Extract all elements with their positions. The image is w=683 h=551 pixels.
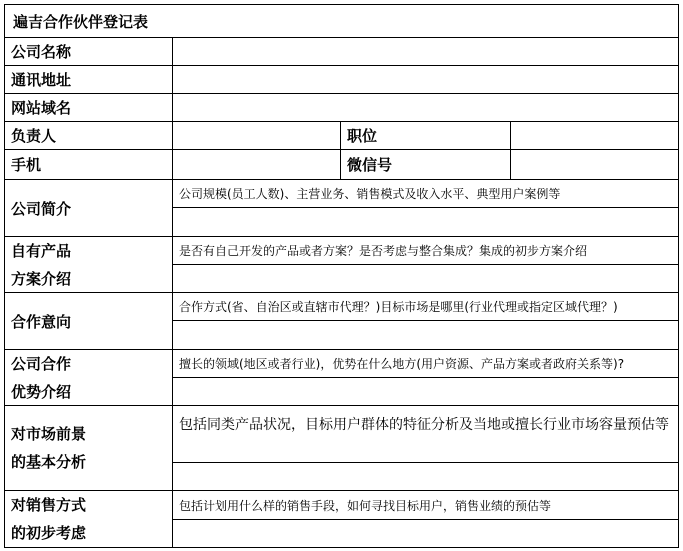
sales-hint: 包括计划用什么样的销售手段，如何寻找目标用户，销售业绩的预估等	[172, 490, 679, 520]
intent-label: 合作意向	[4, 292, 173, 350]
company-intro-field[interactable]	[172, 207, 679, 237]
advantage-hint: 擅长的领域(地区或者行业)，优势在什么地方(用户资源、产品方案或者政府关系等)?	[172, 349, 679, 378]
phone-field[interactable]	[172, 149, 341, 180]
product-label	[4, 236, 173, 293]
contact-person-field[interactable]	[172, 121, 341, 150]
sales-label-line1: 对销售方式	[11, 496, 87, 514]
address-field[interactable]	[172, 65, 679, 94]
company-intro-label: 公司简介	[4, 179, 173, 237]
advantage-label-line2: 优势介绍	[11, 382, 72, 401]
advantage-field[interactable]	[172, 377, 679, 406]
product-hint: 是否有自己开发的产品或者方案？是否考虑与整合集成？集成的初步方案介绍	[172, 236, 679, 265]
market-label-line2: 的基本分析	[11, 453, 87, 471]
wechat-label: 微信号	[340, 149, 511, 180]
partner-registration-form	[4, 4, 679, 548]
position-label: 职位	[340, 121, 511, 150]
sales-label	[4, 490, 173, 548]
contact-person-label: 负责人	[4, 121, 173, 150]
market-label-line1: 对市场前景	[11, 425, 87, 443]
website-field[interactable]	[172, 93, 679, 122]
website-label: 网站域名	[4, 93, 173, 122]
product-label-line2: 方案介绍	[11, 269, 72, 288]
sales-field[interactable]	[172, 519, 679, 548]
phone-label: 手机	[4, 149, 173, 180]
advantage-label-line1: 公司合作	[11, 354, 72, 373]
form-title: 遍吉合作伙伴登记表	[4, 4, 679, 38]
intent-field[interactable]	[172, 320, 679, 350]
market-label	[4, 405, 173, 491]
company-name-field[interactable]	[172, 37, 679, 66]
company-name-label: 公司名称	[4, 37, 173, 66]
market-field[interactable]	[172, 462, 679, 491]
address-label: 通讯地址	[4, 65, 173, 94]
market-hint: 包括同类产品状况，目标用户群体的特征分析及当地或擅长行业市场容量预估等	[172, 405, 679, 463]
intent-hint: 合作方式(省、自治区或直辖市代理？)目标市场是哪里(行业代理或指定区域代理？)	[172, 292, 679, 321]
product-label-line1: 自有产品	[11, 241, 72, 260]
wechat-field[interactable]	[510, 149, 679, 180]
sales-label-line2: 的初步考虑	[11, 524, 87, 542]
advantage-label	[4, 349, 173, 406]
product-field[interactable]	[172, 264, 679, 293]
company-intro-hint: 公司规模(员工人数)、主营业务、销售模式及收入水平、典型用户案例等	[172, 179, 679, 208]
position-field[interactable]	[510, 121, 679, 150]
